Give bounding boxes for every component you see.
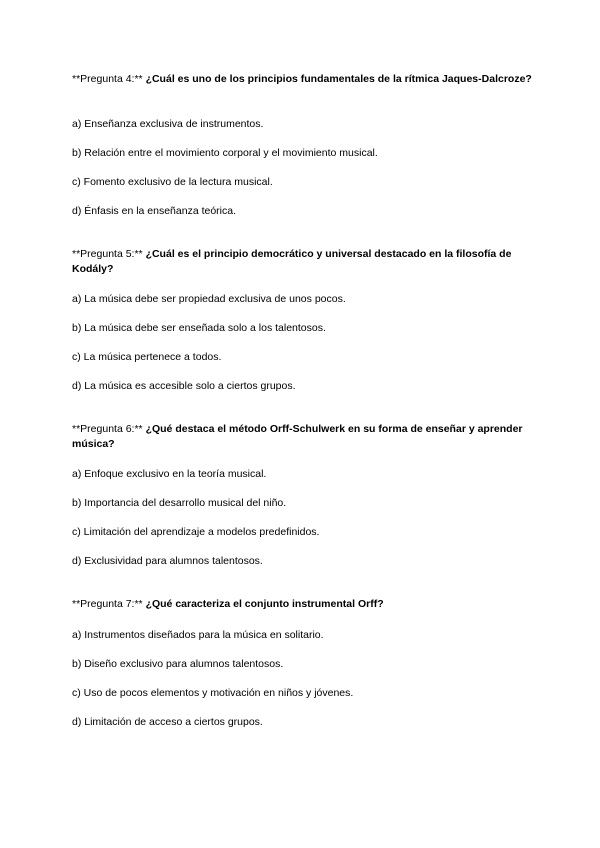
option-c: c) La música pertenece a todos. <box>72 351 222 363</box>
question-title <box>72 72 542 87</box>
option-a: a) Instrumentos diseñados para la música en solitario. <box>72 629 324 641</box>
question-7 <box>72 597 542 728</box>
option-d: d) Exclusividad para alumnos talentosos. <box>72 555 263 567</box>
option-b: b) Importancia del desarrollo musical del niño. <box>72 497 287 509</box>
option-b: b) La música debe ser enseñada solo a los talentosos. <box>72 322 326 334</box>
option-d: d) Limitación de acceso a ciertos grupos. <box>72 716 263 728</box>
question-5 <box>72 247 542 392</box>
option-d: d) La música es accesible solo a ciertos grupos. <box>72 380 296 392</box>
question-prefix: **Pregunta 5:** <box>72 248 143 260</box>
option-d: d) Énfasis en la enseñanza teórica. <box>72 205 237 217</box>
question-title <box>72 597 542 612</box>
question-6 <box>72 422 542 567</box>
question-title <box>72 422 542 452</box>
option-a: a) Enseñanza exclusiva de instrumentos. <box>72 118 264 130</box>
question-title <box>72 247 542 277</box>
question-prefix: **Pregunta 7:** <box>72 598 143 610</box>
option-b: b) Relación entre el movimiento corporal y el movimiento musical. <box>72 147 378 159</box>
question-text: ¿Cuál es uno de los principios fundamentales de la rítmica Jaques-Dalcroze? <box>145 73 532 85</box>
question-text: ¿Qué destaca el método Orff-Schulwerk en su forma de enseñar y aprender música? <box>72 423 523 450</box>
option-c: c) Limitación del aprendizaje a modelos predefinidos. <box>72 526 320 538</box>
option-a: a) La música debe ser propiedad exclusiva de unos pocos. <box>72 293 346 305</box>
question-prefix: **Pregunta 6:** <box>72 423 143 435</box>
question-prefix: **Pregunta 4:** <box>72 73 143 85</box>
option-a: a) Enfoque exclusivo en la teoría musical. <box>72 468 267 480</box>
question-4 <box>72 72 542 217</box>
question-text: ¿Qué caracteriza el conjunto instrumental Orff? <box>145 598 384 610</box>
option-b: b) Diseño exclusivo para alumnos talentosos. <box>72 658 284 670</box>
option-c: c) Uso de pocos elementos y motivación en niños y jóvenes. <box>72 687 354 699</box>
option-c: c) Fomento exclusivo de la lectura musical. <box>72 176 273 188</box>
question-text: ¿Cuál es el principio democrático y universal destacado en la filosofía de Kodály? <box>72 248 512 275</box>
